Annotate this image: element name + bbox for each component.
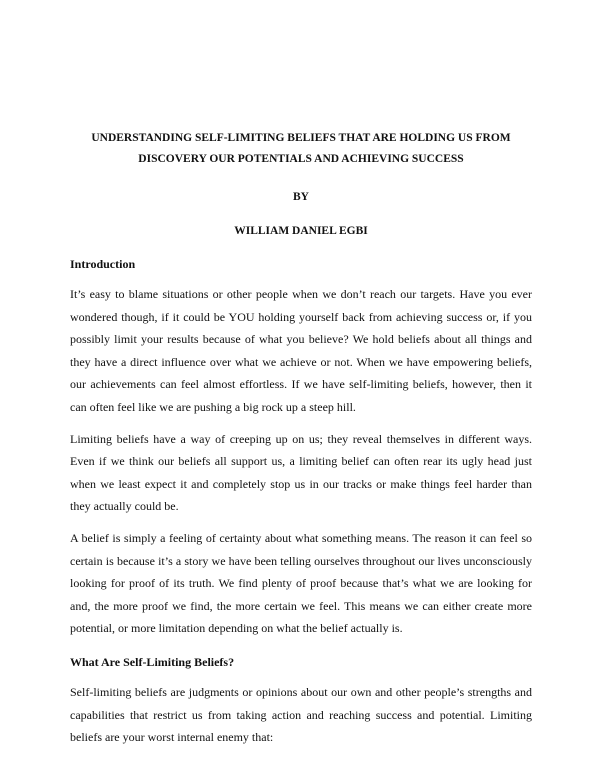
- document-page: [70, 128, 532, 749]
- author-name: WILLIAM DANIEL EGBI: [234, 225, 368, 237]
- intro-paragraph-3: A belief is simply a feeling of certainty about what something means. The reason it can feel so certain is because it’s a story we have been telling ourselves throughout our lives unconsciously looking for proof of its truth. We find plenty of proof because that’s what we are looking for and, the more proof we find, the more certain we feel. This means we can either create more potential, or more limitation depending on what the belief actually is.: [70, 530, 532, 636]
- title-line-1: UNDERSTANDING SELF-LIMITING BELIEFS THAT ARE HOLDING US FROM: [91, 132, 511, 144]
- title-line-2: DISCOVERY OUR POTENTIALS AND ACHIEVING SUCCESS: [138, 153, 464, 165]
- section-paragraph-1: Self-limiting beliefs are judgments or opinions about our own and other people’s strengths and capabilities that restrict us from taking action and reaching success and potential. Limiting beliefs are your worst internal enemy that:: [70, 684, 532, 745]
- byline-label: BY: [293, 191, 309, 203]
- introduction-heading: Introduction: [70, 257, 136, 271]
- document-title: [70, 128, 532, 170]
- section-heading: What Are Self-Limiting Beliefs?: [70, 654, 235, 669]
- intro-paragraph-2: Limiting beliefs have a way of creeping up on us; they reveal themselves in different ways. Even if we think our beliefs all support us, a limiting belief can often rear its ugly head just when we least expect it and completely stop us in our tracks or make things feel harder than they actually could be.: [70, 431, 532, 514]
- intro-paragraph-1: It’s easy to blame situations or other people when we don’t reach our targets. Have you ever wondered though, if it could be YOU holding yourself back from achieving success or, if you possibly limit your results because of what you believe? We hold beliefs about all things and they have a direct influence over what we achieve or not. When we have empowering beliefs, our achievements can feel almost effortless. If we have self-limiting beliefs, however, then it can often feel like we are pushing a big rock up a steep hill.: [70, 287, 532, 414]
